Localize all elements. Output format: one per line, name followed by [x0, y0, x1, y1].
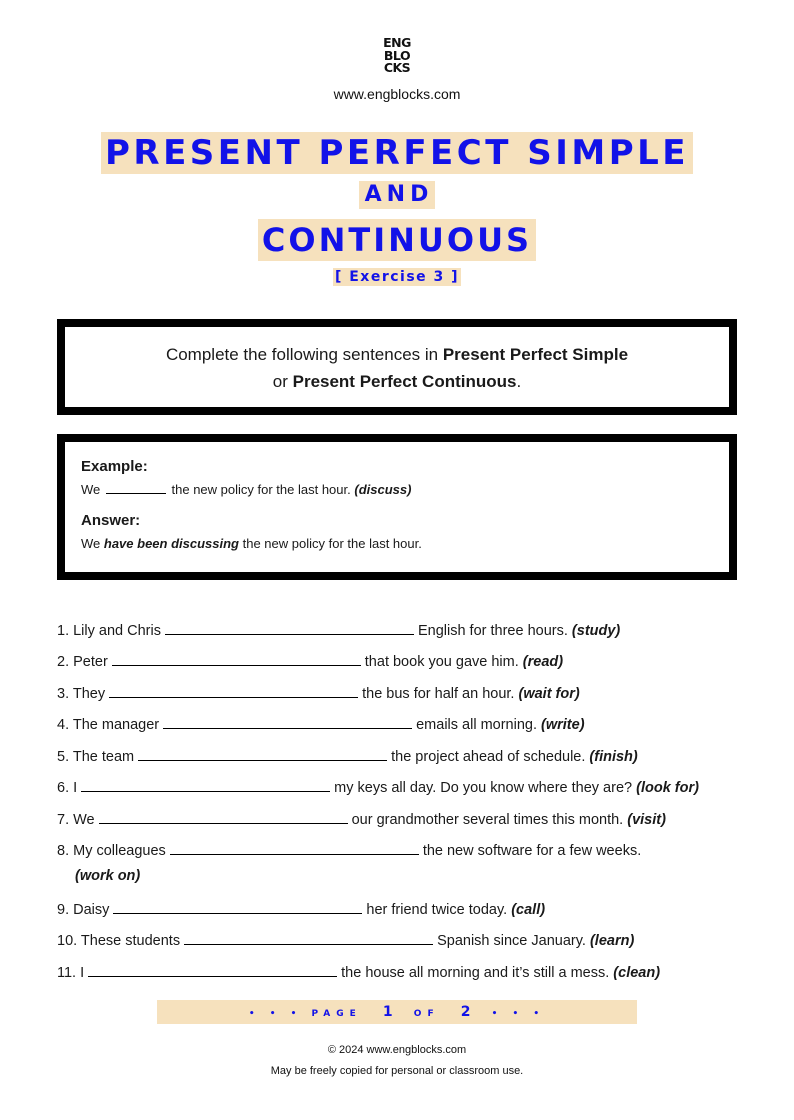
instructions-line-1 [65, 341, 729, 368]
question-prefix: 2. Peter [57, 654, 108, 670]
question-prefix: 10. These students [57, 933, 181, 949]
question-prefix: 11. I [57, 965, 85, 981]
instructions-line-2 [65, 368, 729, 395]
answer-blank[interactable] [112, 650, 361, 666]
question-item [57, 682, 580, 704]
question-suffix: the house all morning and it’s still a mess. [341, 965, 610, 981]
question-suffix: her friend twice today. [366, 902, 508, 918]
question-item [57, 839, 641, 861]
page-indicator [157, 1000, 637, 1024]
question-suffix: emails all morning. [416, 717, 537, 733]
answer-blank[interactable] [88, 961, 337, 977]
of-word: OF [413, 1009, 440, 1019]
title-text-3: CONTINUOUS [258, 219, 536, 261]
question-suffix: Spanish since January. [437, 933, 586, 949]
verb-hint: (learn) [589, 933, 635, 949]
answer-blank[interactable] [170, 839, 419, 855]
question-suffix: the new software for a few weeks. [422, 843, 642, 859]
answer-heading: Answer: [81, 512, 141, 529]
question-item [57, 619, 620, 641]
verb-hint: (study) [571, 623, 621, 639]
verb-hint: (wait for) [518, 686, 580, 702]
answer-rest: the new policy for the last hour. [242, 536, 422, 551]
title-line-3 [0, 219, 794, 261]
logo-line: CKS [383, 60, 411, 75]
verb-hint: (look for) [636, 780, 699, 796]
instructions-middle: or [272, 372, 293, 391]
title-text-2: AND [359, 181, 436, 209]
verb-hint: (work on) [75, 868, 141, 884]
question-item [57, 961, 660, 983]
page-total: 2 [460, 1004, 471, 1020]
question-item [57, 929, 634, 951]
logo-line: BLO [383, 47, 411, 63]
question-prefix: 3. They [57, 686, 106, 702]
title-text-1: PRESENT PERFECT SIMPLE [101, 132, 693, 174]
question-suffix: English for three hours. [417, 623, 568, 639]
question-hint-wrap [75, 866, 140, 886]
answer-blank[interactable] [138, 745, 387, 761]
question-suffix: our grandmother several times this month. [351, 812, 624, 828]
verb-hint: (write) [541, 717, 585, 733]
answer-blank[interactable] [163, 713, 412, 729]
engblocks-logo [380, 37, 414, 75]
instructions-bold-1: Present Perfect Simple [442, 345, 629, 364]
dots-left: • • • [248, 1009, 303, 1019]
example-box [57, 434, 737, 580]
question-prefix: 5. The team [57, 749, 135, 765]
title-line-2 [0, 181, 794, 209]
answer-blank[interactable] [165, 619, 414, 635]
answer-sentence [81, 536, 713, 552]
license-note: May be freely copied for personal or classroom use. [270, 1065, 524, 1077]
question-item [57, 745, 638, 767]
verb-hint: (read) [522, 654, 564, 670]
verb-hint: (visit) [627, 812, 666, 828]
example-blank [106, 482, 166, 494]
instructions-bold-2: Present Perfect Continuous [292, 372, 517, 391]
answer-blank[interactable] [81, 776, 330, 792]
exercise-label: [ Exercise 3 ] [334, 269, 460, 285]
question-prefix: 1. Lily and Chris [57, 623, 161, 639]
question-item [57, 808, 666, 830]
example-subject: We [81, 482, 101, 497]
question-suffix: the bus for half an hour. [362, 686, 515, 702]
example-heading: Example: [81, 458, 148, 475]
page-word: PAGE [311, 1009, 362, 1019]
question-item [57, 898, 545, 920]
question-item [57, 650, 563, 672]
question-prefix: 8. My colleagues [57, 843, 166, 859]
question-suffix: my keys all day. Do you know where they are? [334, 780, 633, 796]
answer-blank[interactable] [99, 808, 348, 824]
instructions-prefix: Complete the following sentences in [165, 345, 443, 364]
verb-hint: (call) [511, 902, 546, 918]
question-item [57, 713, 585, 735]
copyright: © 2024 www.engblocks.com [327, 1044, 467, 1056]
instructions-box [57, 319, 737, 415]
answer-subject: We [81, 536, 101, 551]
question-prefix: 9. Daisy [57, 902, 110, 918]
question-item [57, 776, 699, 798]
example-sentence [81, 482, 713, 498]
question-suffix: that book you gave him. [364, 654, 519, 670]
example-hint: (discuss) [354, 482, 412, 497]
instructions-suffix: . [516, 372, 522, 391]
question-prefix: 4. The manager [57, 717, 160, 733]
question-prefix: 6. I [57, 780, 78, 796]
verb-hint: (finish) [589, 749, 638, 765]
answer-blank[interactable] [109, 682, 358, 698]
question-prefix: 7. We [57, 812, 95, 828]
answer-blank[interactable] [113, 898, 362, 914]
dots-right: • • • [491, 1009, 546, 1019]
page-number: 1 [382, 1004, 393, 1020]
answer-blank[interactable] [184, 929, 433, 945]
title-line-1 [0, 132, 794, 174]
website-url: www.engblocks.com [333, 86, 461, 102]
question-suffix: the project ahead of schedule. [391, 749, 586, 765]
example-rest: the new policy for the last hour. [171, 482, 351, 497]
answer-verb: have been discussing [103, 536, 239, 551]
verb-hint: (clean) [613, 965, 661, 981]
exercise-label-row [0, 268, 794, 286]
logo-line: ENG [383, 35, 411, 50]
